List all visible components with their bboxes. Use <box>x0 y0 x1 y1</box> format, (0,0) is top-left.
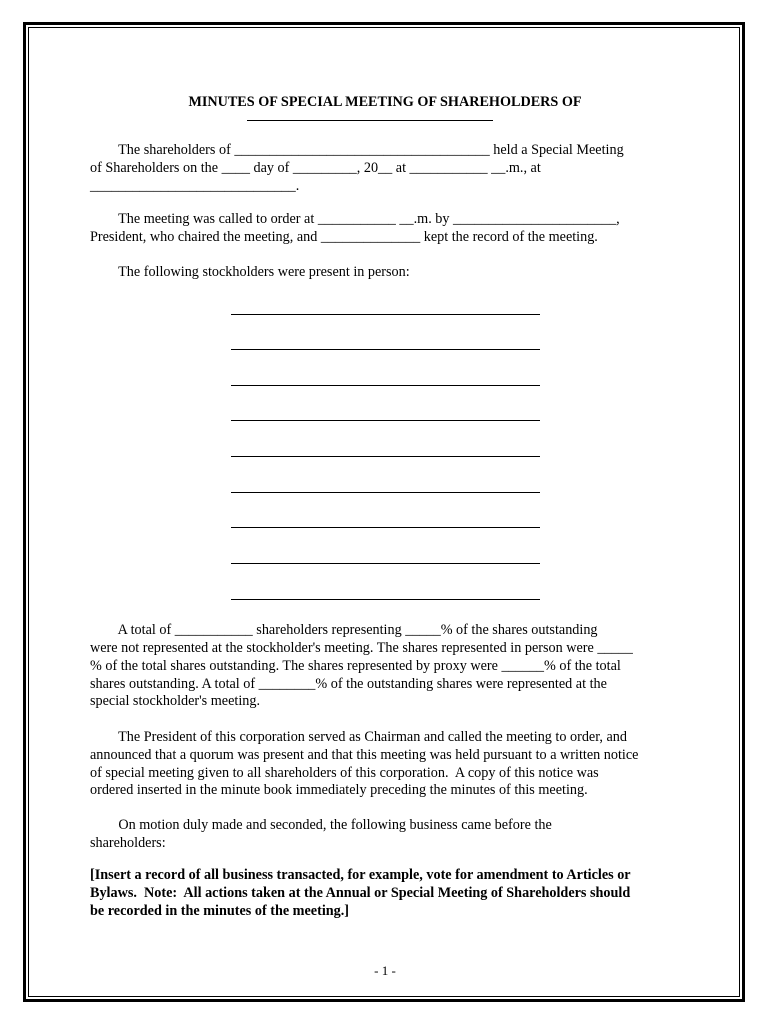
title-blank-line <box>247 120 493 121</box>
instruction-line-1: [Insert a record of all business transacted, for example, vote for amendment to Articles or <box>90 867 631 883</box>
document-title: MINUTES OF SPECIAL MEETING OF SHAREHOLDERS OF <box>188 94 582 110</box>
paragraph-4-line-5: special stockholder's meeting. <box>90 693 261 709</box>
instruction-line-2: Bylaws. Note: All actions taken at the Annual or Special Meeting of Shareholders should <box>90 885 631 901</box>
stockholder-line-4 <box>231 420 540 421</box>
paragraph-5-line-1: The President of this corporation served as Chairman and called the meeting to order, and <box>90 729 627 745</box>
paragraph-5-line-3: of special meeting given to all shareholders of this corporation. A copy of this notice was <box>90 765 599 781</box>
stockholder-line-6 <box>231 492 540 493</box>
stockholder-line-9 <box>231 599 540 600</box>
paragraph-6-line-1: On motion duly made and seconded, the following business came before the <box>90 817 552 833</box>
stockholder-line-2 <box>231 349 540 350</box>
paragraph-1-line-3: _____________________________. <box>90 178 300 194</box>
paragraph-4-line-3: % of the total shares outstanding. The shares represented by proxy were ______% of the total <box>90 658 621 674</box>
paragraph-6-line-2: shareholders: <box>90 835 166 851</box>
paragraph-2-line-1: The meeting was called to order at ___________ __.m. by _______________________, <box>90 211 620 227</box>
paragraph-3: The following stockholders were present in person: <box>90 264 410 280</box>
page-number: - 1 - <box>374 963 396 978</box>
stockholder-line-8 <box>231 563 540 564</box>
paragraph-4-line-2: were not represented at the stockholder's meeting. The shares represented in person were _____ <box>90 640 633 656</box>
paragraph-4-line-1: A total of ___________ shareholders representing _____% of the shares outstanding <box>90 622 598 638</box>
paragraph-1-line-1: The shareholders of ____________________________________ held a Special Meeting <box>90 142 624 158</box>
paragraph-1-line-2: of Shareholders on the ____ day of _________, 20__ at ___________ __.m., at <box>90 160 541 176</box>
stockholder-line-1 <box>231 314 540 315</box>
paragraph-4-line-4: shares outstanding. A total of ________% of the outstanding shares were represented at the <box>90 676 607 692</box>
stockholder-line-3 <box>231 385 540 386</box>
paragraph-5-line-2: announced that a quorum was present and that this meeting was held pursuant to a written notice <box>90 747 639 763</box>
paragraph-2-line-2: President, who chaired the meeting, and ______________ kept the record of the meeting. <box>90 229 598 245</box>
instruction-line-3: be recorded in the minutes of the meeting.] <box>90 903 350 919</box>
stockholder-line-5 <box>231 456 540 457</box>
paragraph-5-line-4: ordered inserted in the minute book immediately preceding the minutes of this meeting. <box>90 782 588 798</box>
stockholder-line-7 <box>231 527 540 528</box>
